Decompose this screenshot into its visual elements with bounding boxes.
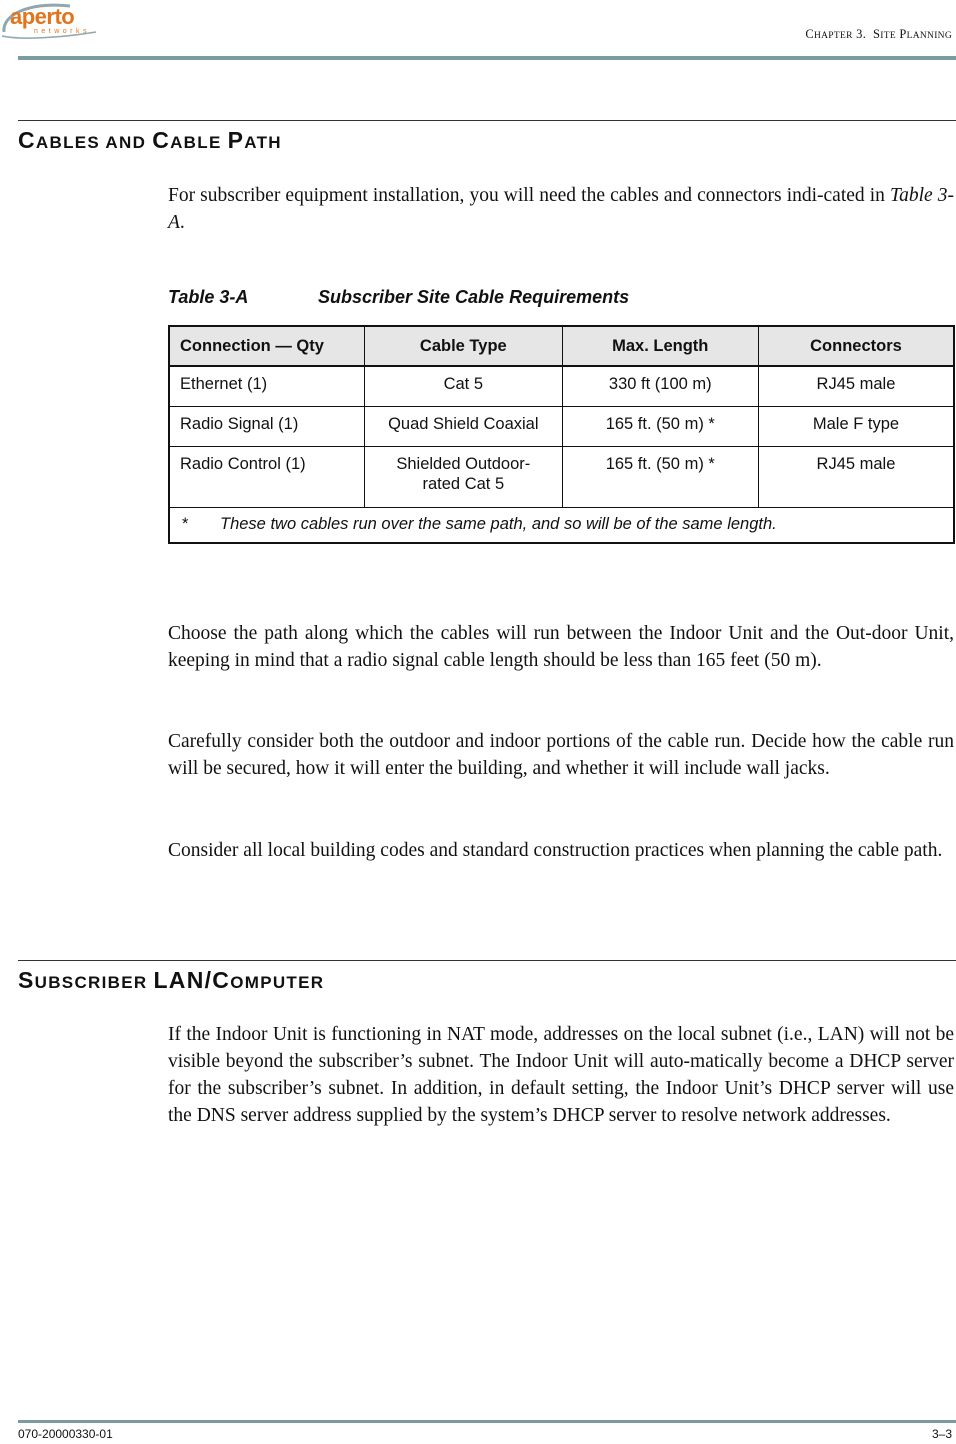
logo-tagline: networks <box>34 28 91 35</box>
column-header: Max. Length <box>562 326 758 366</box>
body-paragraph: Carefully consider both the outdoor and indoor portions of the cable run. Decide how the cable run will be secured, how it will enter the building, and whether it will include wall jacks. <box>168 731 954 779</box>
table-cell: Quad Shield Coaxial <box>365 407 563 447</box>
table-cell: Shielded Outdoor-rated Cat 5 <box>365 447 563 508</box>
section-heading-subscriber-lan: SUBSCRIBER LAN/COMPUTER <box>18 967 325 993</box>
table-cell: Male F type <box>758 407 954 447</box>
section-rule <box>18 960 956 961</box>
table-cell: 165 ft. (50 m) * <box>562 447 758 508</box>
section-heading-cables: CABLES AND CABLE PATH <box>18 127 282 153</box>
body-paragraph: Consider all local building codes and standard construction practices when planning the cable path. <box>168 840 943 861</box>
table-cell: 330 ft (100 m) <box>562 366 758 407</box>
table-header-row <box>169 326 954 366</box>
table-caption-title: Subscriber Site Cable Requirements <box>318 287 630 307</box>
table-caption <box>168 287 630 308</box>
document-number: 070-20000330-01 <box>18 1427 113 1441</box>
intro-paragraph: For subscriber equipment installation, you will need the cables and connectors indi-cated in Table 3-A. <box>168 185 954 233</box>
body-paragraph: If the Indoor Unit is functioning in NAT mode, addresses on the local subnet (i.e., LAN) will not be visible beyond the subscriber’s subnet. The Indoor Unit will auto-matically become a DHCP server for the subscriber’s subnet. In addition, in default setting, the Indoor Unit’s DHCP server will use the DNS server address supplied by the system’s DHCP server to resolve network addresses. <box>168 1024 954 1126</box>
footer-rule <box>18 1420 956 1423</box>
footnote-text: These two cables run over the same path, and so will be of the same length. <box>220 515 777 533</box>
table-cell: Cat 5 <box>365 366 563 407</box>
table-cell: RJ45 male <box>758 366 954 407</box>
table-cell: 165 ft. (50 m) * <box>562 407 758 447</box>
section-rule <box>18 120 956 121</box>
column-header: Connection — Qty <box>169 326 365 366</box>
table-footnote-row <box>169 508 954 544</box>
column-header: Cable Type <box>365 326 563 366</box>
table-row <box>169 366 954 407</box>
table-reference: Table 3-A <box>168 185 954 233</box>
table-cell: RJ45 male <box>758 447 954 508</box>
table-cell: Radio Control (1) <box>169 447 365 508</box>
cable-requirements-table <box>168 325 955 544</box>
logo-wordmark: aperto <box>10 4 75 29</box>
table-cell: Ethernet (1) <box>169 366 365 407</box>
chapter-header: CHAPTER 3. SITE PLANNING <box>805 27 952 41</box>
column-header: Connectors <box>758 326 954 366</box>
aperto-logo <box>0 2 100 42</box>
table-caption-label: Table 3-A <box>168 287 249 307</box>
table-row <box>169 447 954 508</box>
header-rule <box>18 56 956 60</box>
table-footnote <box>169 508 954 544</box>
table-row <box>169 407 954 447</box>
table-cell: Radio Signal (1) <box>169 407 365 447</box>
footnote-mark: * <box>182 515 189 533</box>
body-paragraph: Choose the path along which the cables will run between the Indoor Unit and the Out-door Unit, keeping in mind that a radio signal cable length should be less than 165 feet (50 m). <box>168 623 954 671</box>
page-number: 3–3 <box>931 1427 952 1441</box>
